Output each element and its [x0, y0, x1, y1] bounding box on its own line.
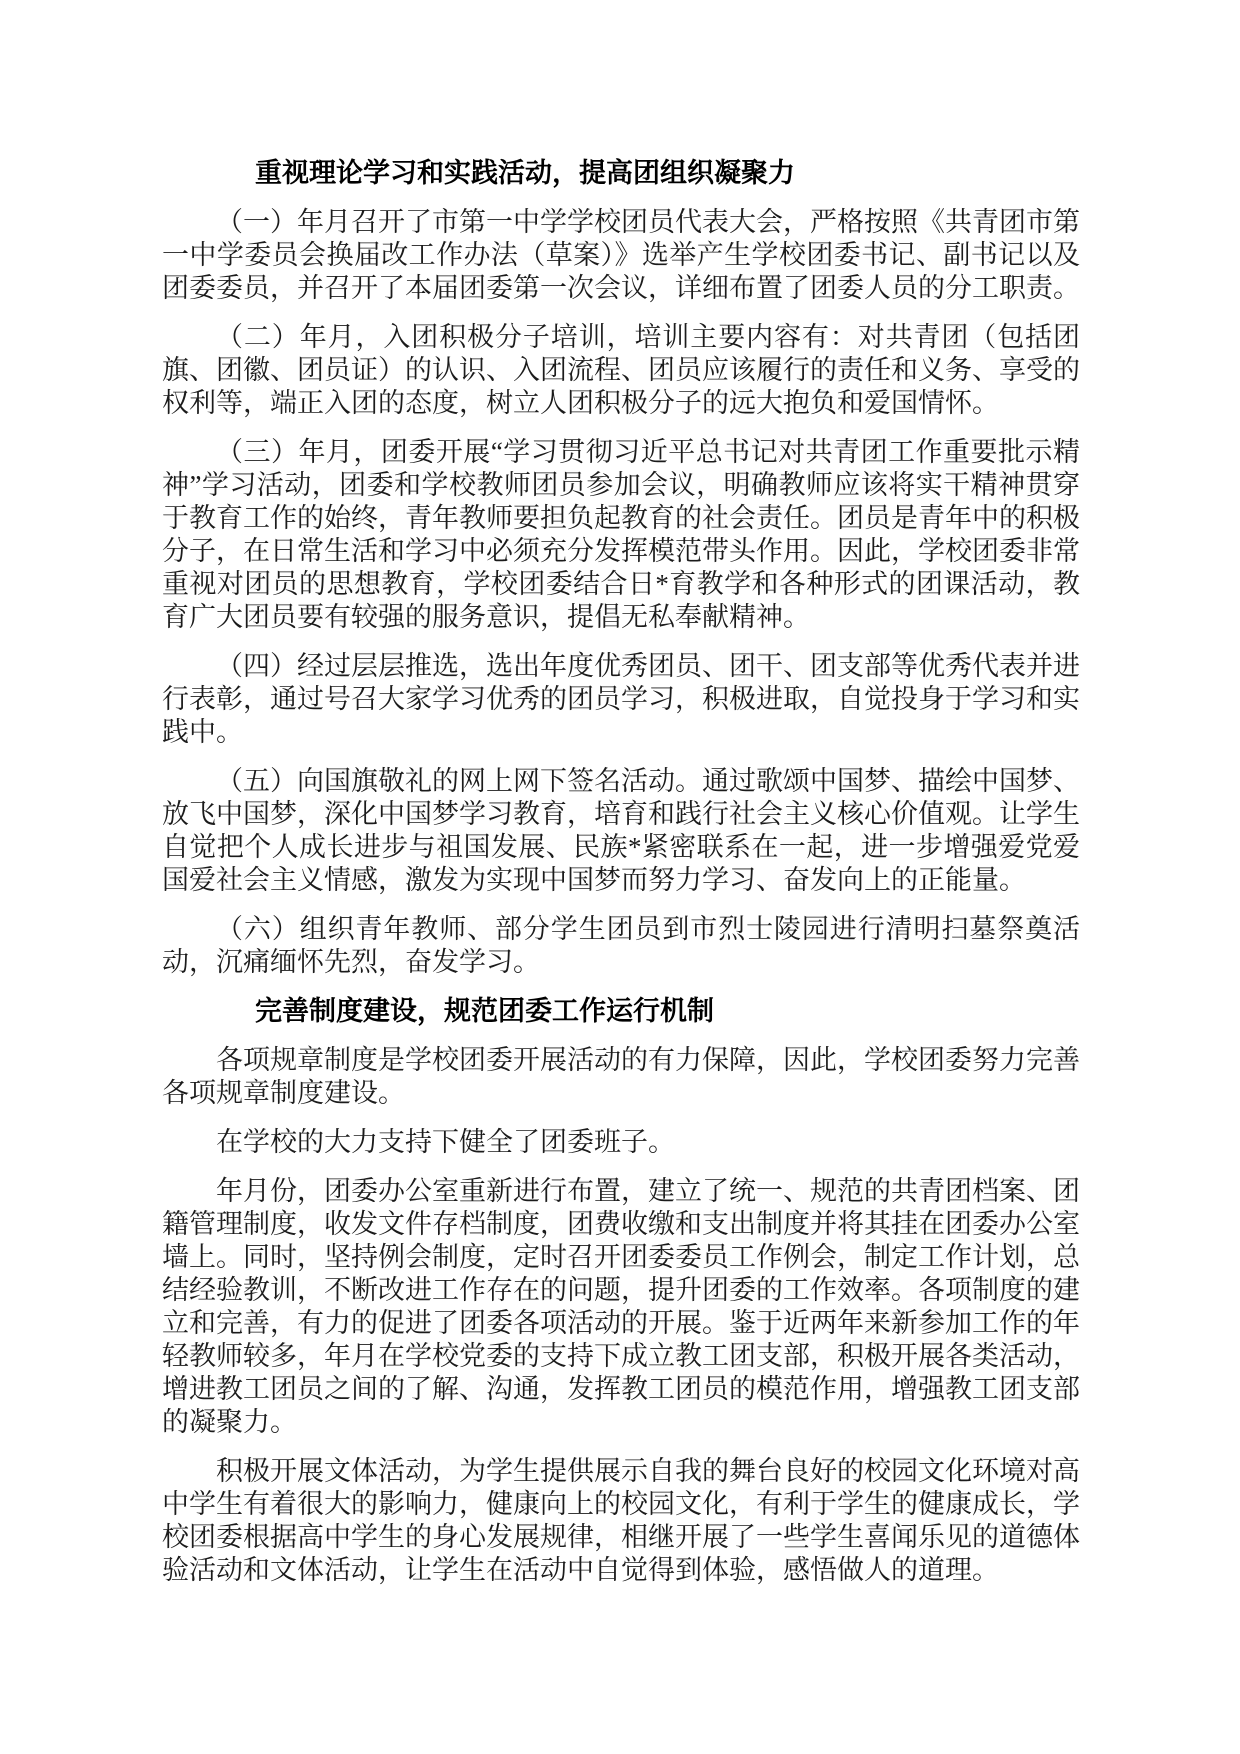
paragraph-item-1: （一）年月召开了市第一中学学校团员代表大会，严格按照《共青团市第一中学委员会换届改工作办法（草案）》选举产生学校团委书记、副书记以及团委委员，并召开了本届团委第一次会议，详细布置了团委人员的分工职责。 [162, 207, 1080, 303]
section-heading-system-building: 完善制度建设，规范团委工作运行机制 [255, 996, 714, 1026]
paragraph-item-3: （三）年月，团委开展“学习贯彻习近平总书记对共青团工作重要批示精神”学习活动，团委和学校教师团员参加会议，明确教师应该将实干精神贯穿于教育工作的始终，青年教师要担负起教育的社会责任。团员是青年中的积极分子，在日常生活和学习中必须充分发挥模范带头作用。因此，学校团委非常重视对团员的思想教育，学校团委结合日*育教学和各种形式的团课活动，教育广大团员要有较强的服务意识，提倡无私奉献精神。 [162, 437, 1080, 632]
paragraph-item-6: （六）组织青年教师、部分学生团员到市烈士陵园进行清明扫墓祭奠活动，沉痛缅怀先烈，奋发学习。 [162, 914, 1080, 977]
paragraph-item-4: （四）经过层层推选，选出年度优秀团员、团干、团支部等优秀代表并进行表彰，通过号召大家学习优秀的团员学习，积极进取，自觉投身于学习和实践中。 [162, 651, 1080, 747]
document-page [162, 157, 1080, 1603]
paragraph-item-9: 年月份，团委办公室重新进行布置，建立了统一、规范的共青团档案、团籍管理制度，收发文件存档制度，团费收缴和支出制度并将其挂在团委办公室墙上。同时，坚持例会制度，定时召开团委委员工作例会，制定工作计划，总结经验教训，不断改进工作存在的问题，提升团委的工作效率。各项制度的建立和完善，有力的促进了团委各项活动的开展。鉴于近两年来新参加工作的年轻教师较多，年月在学校党委的支持下成立教工团支部，积极开展各类活动，增进教工团员之间的了解、沟通，发挥教工团员的模范作用，增强教工团支部的凝聚力。 [162, 1176, 1080, 1437]
paragraph-item-8: 在学校的大力支持下健全了团委班子。 [216, 1127, 675, 1157]
paragraph-item-5: （五）向国旗敬礼的网上网下签名活动。通过歌颂中国梦、描绘中国梦、放飞中国梦，深化中国梦学习教育，培育和践行社会主义核心价值观。让学生自觉把个人成长进步与祖国发展、民族*紧密联系在一起，进一步增强爱党爱国爱社会主义情感，激发为实现中国梦而努力学习、奋发向上的正能量。 [162, 766, 1080, 895]
paragraph-item-10: 积极开展文体活动，为学生提供展示自我的舞台良好的校园文化环境对高中学生有着很大的影响力，健康向上的校园文化，有利于学生的健康成长，学校团委根据高中学生的身心发展规律，相继开展了一些学生喜闻乐见的道德体验活动和文体活动，让学生在活动中自觉得到体验，感悟做人的道理。 [162, 1456, 1080, 1585]
paragraph-item-7: 各项规章制度是学校团委开展活动的有力保障，因此，学校团委努力完善各项规章制度建设。 [162, 1045, 1080, 1108]
section-heading-theory-practice: 重视理论学习和实践活动，提高团组织凝聚力 [255, 158, 795, 188]
paragraph-item-2: （二）年月，入团积极分子培训，培训主要内容有：对共青团（包括团旗、团徽、团员证）的认识、入团流程、团员应该履行的责任和义务、享受的权利等，端正入团的态度，树立人团积极分子的远大抱负和爱国情怀。 [162, 322, 1080, 418]
